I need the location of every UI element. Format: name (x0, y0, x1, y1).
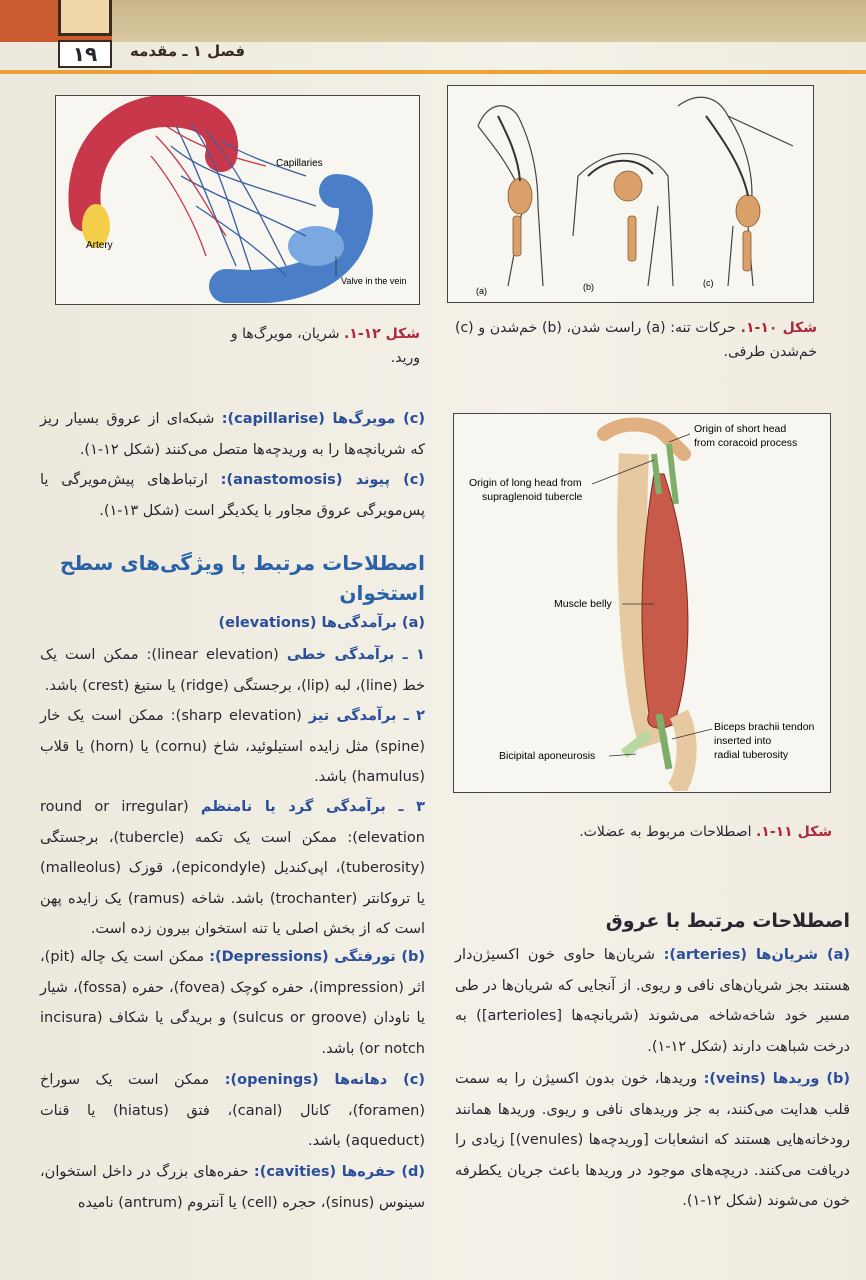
biceps-illustration (454, 414, 829, 791)
figure-12-caption (200, 322, 420, 370)
label-aponeurosis: Bicipital aponeurosis (499, 750, 596, 762)
paragraph-arteries: (a) شریان‌ها (arteries): شریان‌ها حاوی خون اکسیژن‌دار هستند بجز شریان‌های نافی و ریوی. از آنجایی که شریان‌ها در طی مسیر خود شاخه‌شاخه می‌شوند (شریانچه‌ها [arterioles]) به درخت شباهت دارند (شکل ۱۲-۱). (455, 947, 851, 1055)
figure-12-caption-label: شکل ۱۲-۱. (343, 326, 420, 342)
label-capillaries: Capillaries (276, 158, 323, 169)
label-artery: Artery (86, 240, 113, 251)
figure-10-caption-label: شکل ۱۰-۱. (740, 320, 817, 336)
label-c: (c) (703, 278, 714, 288)
label-tendon-3: radial tuberosity (714, 749, 789, 761)
label-muscle-belly: Muscle belly (554, 598, 612, 610)
label-tendon-2: inserted into (714, 735, 772, 747)
header-rule (0, 70, 866, 74)
item-sharp-elevation: ۲ ـ برآمدگی تیز (sharp elevation): ممکن است یک خار (spine) مثل زایده استیلوئید، شاخ (cornu) یا (horn) یا قلاب (hamulus) باشد. (40, 708, 425, 785)
paragraph-anastomosis: (c) پیوند (anastomosis): ارتباط‌های پیش‌مویرگی یا پس‌مویرگی عروق مجاور با یکدیگر است (شکل ۱۳-۱). (40, 472, 426, 519)
chapter-title: فصل ۱ ـ مقدمه (130, 42, 246, 60)
figure-10-caption-text: حرکات تنه: (a) راست شدن، (b) خم‌شدن و (c) خم‌شدن طرفی. (455, 320, 817, 360)
term-capillaries: (c) مویرگ‌ها (capillarise): (221, 411, 425, 427)
figure-11-caption-text: اصطلاحات مربوط به عضلات. (579, 824, 752, 840)
label-tendon-1: Biceps brachii tendon (714, 721, 815, 733)
figure-10-caption (455, 316, 817, 364)
artery-shape (84, 111, 222, 216)
item-round-elevation: ۳ ـ برآمدگی گرد یا نامنظم (round or irregular elevation): ممکن است یک تکمه (tubercle)، برجستگی (tuberosity)، اپی‌کندیل (epicondyle)، قوزک (malleolus) یا تروکانتر (trochanter) باشد. شاخه (ramus) یک زایده پهن است که از بخش اصلی یا تنه استخوان بیرون زده است. (40, 799, 426, 937)
vessel-illustration (56, 96, 418, 303)
figure-12-vessels (55, 95, 420, 305)
page-number: ۱۹ (58, 40, 112, 68)
subheading-elevations: (a) برآمدگی‌ها (elevations) (218, 615, 425, 631)
radius-bone (674, 714, 687, 791)
paragraph-capillaries: (c) مویرگ‌ها (capillarise): شبکه‌ای از عروق بسیار ریز که شریانچه‌ها را به وریدچه‌ها متصل می‌کنند (شکل ۱۲-۱). (40, 411, 425, 458)
label-valve: Valve in the vein (341, 276, 407, 286)
paragraph-cavities: (d) حفره‌ها (cavities): حفره‌های بزرگ در داخل استخوان، سینوس (sinus)، حجره (cell) یا آنتروم (antrum) نامیده (40, 1164, 425, 1211)
paragraph-depressions: (b) تورفتگی (Depressions): ممکن است یک چاله (pit)، اثر (impression)، حفره کوچک (fovea)، حفره (fossa)، شیار یا ناودان (sulcus or groove) و بریدگی یا شکاف (incisura or notch) باشد. (40, 949, 426, 1057)
muscle-belly-shape (642, 474, 688, 728)
label-short-head-1: Origin of short head (694, 423, 787, 435)
label-long-head-2: supraglenoid tubercle (482, 491, 583, 503)
figure-11-biceps (453, 413, 831, 793)
label-short-head-2: from coracoid process (694, 437, 798, 449)
item-linear-elevation: ۱ ـ برآمدگی خطی (linear elevation): ممکن است یک خط (line)، لبه (lip)، برجستگی (ridge) یا ستیغ (crest) باشد. (40, 647, 425, 694)
header-corner-tab (58, 0, 112, 36)
figure-10-trunk-movements (447, 85, 814, 303)
section-title-bone-surface: اصطلاحات مرتبط با ویژگی‌های سطح استخوان (59, 551, 425, 605)
label-b: (b) (583, 282, 594, 292)
figure-12-caption-text: شریان، مویرگ‌ها و ورید. (230, 326, 420, 366)
label-long-head-1: Origin of long head from (469, 477, 582, 489)
figure-11-caption-label: شکل ۱۱-۱. (755, 824, 832, 840)
trunk-illustration (448, 86, 812, 301)
term-anastomosis: (c) پیوند (anastomosis): (220, 472, 426, 488)
section-title-vessels: اصطلاحات مرتبط با عروق (605, 910, 850, 932)
figure-11-caption (560, 820, 832, 844)
paragraph-veins: (b) وریدها (veins): وریدها، خون بدون اکسیژن را به سمت قلب هدایت می‌کنند، به جز وریدهای نافی و ریوی. وریدها همانند رودخانه‌هایی هستند که انشعابات [وریدچه‌ها (venules)] زیادی را دریافت می‌کنند. دریچه‌های موجود در وریدها باعث جریان یکطرفه خون می‌شوند (شکل ۱۲-۱). (455, 1071, 851, 1209)
label-a: (a) (476, 286, 487, 296)
header-band (0, 0, 866, 42)
paragraph-openings: (c) دهانه‌ها (openings): ممکن است یک سوراخ (foramen)، کانال (canal)، فتق (hiatus) یا قنات (aqueduct) باشد. (40, 1072, 426, 1149)
